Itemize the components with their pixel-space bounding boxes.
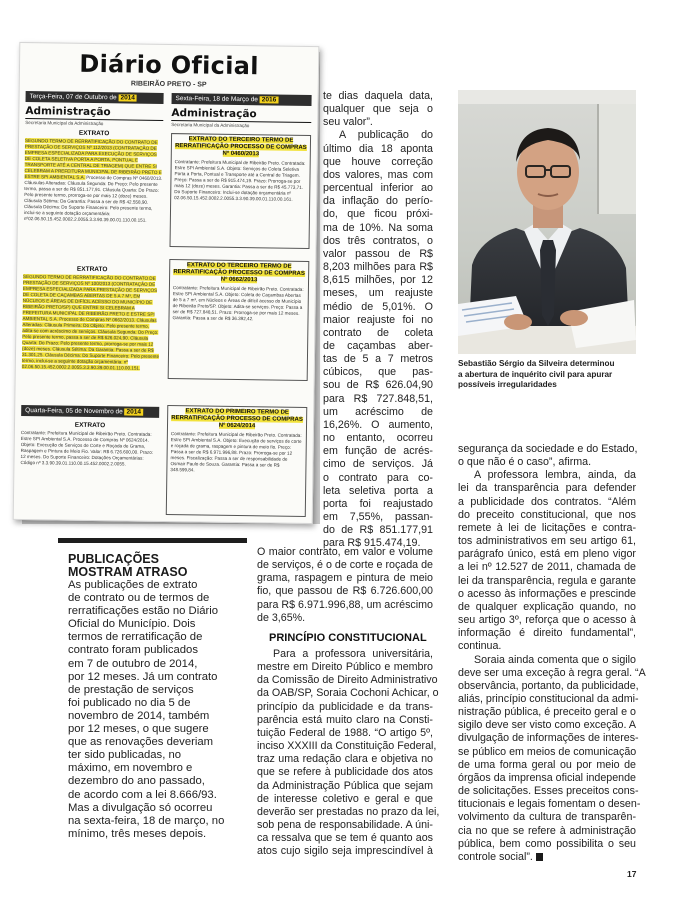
- article-line: tas de 5 a 7 metros: [323, 353, 433, 366]
- article-line: se público em meios de comunicação: [458, 745, 637, 758]
- article-line: Para a professora universitária,: [273, 648, 433, 660]
- article-column-middle-upper: [323, 90, 433, 550]
- sidebar-line: Mas a divulgação só ocorreu: [68, 801, 213, 814]
- article-line: órgãos da imprensa oficial independe: [458, 771, 636, 784]
- article-line: da OAB/SP, Soraia Cochoni Achicar, o: [257, 687, 439, 700]
- article-line: de interesse coletivo e geral e que: [257, 792, 433, 805]
- article-line: para R$ 915.474,19.: [323, 537, 421, 550]
- article-line: um acréscimo de: [323, 405, 433, 418]
- article-line: valor passou de R$: [323, 247, 433, 260]
- portrait-photo: [458, 90, 636, 354]
- article-line: atos cujo sigilo seja imprescindível à: [257, 845, 433, 858]
- sidebar-line: foi publicado no dia 5 de: [68, 696, 191, 709]
- article-line: seu valor”.: [323, 116, 373, 129]
- article-line: da Administração Pública que sejam: [257, 779, 433, 792]
- article-line: percentual inferior ao: [323, 182, 433, 195]
- section-sub-left: Secretaria Municipal da Administração: [25, 120, 104, 127]
- page-number: 17: [627, 869, 637, 879]
- article-line: remete à lei de licitações e contra-: [458, 521, 636, 534]
- article-line: Soraia ainda comenta que o sigilo: [474, 653, 636, 666]
- article-line: parência está muito claro na Consti-: [257, 713, 433, 726]
- article-line: de uma forma geral ou por meio de: [458, 758, 636, 771]
- section-header-left: Administração: [25, 105, 163, 121]
- sidebar-line: Oficial do Município. Dois: [68, 618, 196, 631]
- sidebar-line: em 7 de outubro de 2014,: [68, 657, 198, 670]
- article-line: o acesso às informações e prescinde: [458, 587, 636, 600]
- article-line: da inflação do perío-: [323, 195, 433, 208]
- article-line: que houve correção: [323, 155, 433, 168]
- diario-oficial-clipping: [13, 42, 320, 524]
- article-line: inciso XXXIII da Constituição Federal,: [257, 740, 437, 753]
- article-line: cia no que se refere à administração: [458, 824, 636, 837]
- article-line: do de R$ 851.177,91: [323, 524, 433, 537]
- extrato-box-1: [170, 133, 312, 249]
- article-line: porta foi reajustado: [323, 497, 433, 510]
- article-line: o contrato para co-: [323, 471, 433, 484]
- date-band-right: Sexta-Feira, 18 de Março de 2016: [171, 93, 311, 106]
- sidebar-line: mínimo, três meses depois.: [68, 827, 207, 840]
- section-sub-right: Secretaria Municipal da Administração: [171, 122, 250, 129]
- article-line: médio de 5,01%. O: [323, 300, 433, 313]
- article-column-middle-lower: [257, 648, 440, 859]
- article-line: continua.: [458, 640, 502, 653]
- photo-caption: Sebastião Sérgio da Silveira determinou a abertura de inquérito civil para apurar possíveis irregularidades: [458, 359, 615, 389]
- article-column-middle-wide: [257, 546, 433, 625]
- article-line: traz uma redação clara e objetiva no: [257, 753, 433, 766]
- sidebar-line: rerratificações estão no Diário: [68, 605, 219, 618]
- article-line: lei da transparência para defender: [458, 482, 636, 495]
- article-line: da Comissão de Direito Administrativo: [257, 674, 438, 687]
- article-line: no entanto, ocorreu: [323, 432, 433, 445]
- article-line: aliás, princípio constitucional da admi-: [458, 692, 639, 705]
- sidebar-line: que as renovações deveriam: [68, 736, 214, 749]
- article-line: sob pena de responsabilidade. A úni-: [257, 819, 433, 832]
- article-line: pública, bem como possibilita o seu: [458, 837, 636, 850]
- extrato-box-3-text: Contratante: Prefeitura Municipal de Ribeirão Preto. Contratada: Estre SPI Ambiental S.A. Objeto: Execução de serviços de corte e roçada de grama, raspagem e pintura de meio fio. Preço: Passa a ser de R$ 6.971.996,88. Prazo: Prorroga-se por 12 meses. Fiscalização: Passa a ser de responsabilidade de Osmair Paulo de Souza. Garantia: Passa a ser de R$ 348.599,84.: [170, 431, 302, 473]
- article-line: lei da transparência, regula e garante: [458, 574, 636, 587]
- sidebar-line: de prestação de serviços: [68, 683, 194, 696]
- article-column-right: [458, 443, 646, 864]
- masthead: Diário Oficial: [79, 49, 259, 81]
- article-line: fio, que passou de R$ 6.726.600,00: [257, 585, 433, 598]
- article-line: de serviços, é o de corte e roçada de: [257, 559, 433, 572]
- article-line: tos administrativos em seu artigo 61,: [458, 535, 636, 548]
- extrato-box-3: [166, 405, 308, 517]
- article-line: observância, portanto, da publicidade,: [458, 679, 639, 692]
- extrato-box-2-title: EXTRATO DO TERCEIRO TERMO DE RERRATIFICAÇÃO PROCESSO DE COMPRAS Nº 0662/2013: [173, 262, 305, 284]
- article-line: de caçambas aber-: [323, 339, 433, 352]
- article-line: parágrafo único, está em pleno vigor: [458, 548, 636, 561]
- article-line: tuição Federal de 1988. “O artigo 5º,: [257, 726, 433, 739]
- article-line: informação é direito fundamental”,: [458, 627, 636, 640]
- section-heading: PRINCÍPIO CONSTITUCIONAL: [269, 632, 427, 644]
- article-line: deve ser uma exceção à regra geral. “A: [458, 666, 646, 679]
- sidebar-line: dezembro do ano passado,: [68, 775, 205, 788]
- date-band-left: Terça-Feira, 07 de Outubro de 2014: [26, 91, 164, 104]
- article-line: grama, raspagem e pintura de meio: [257, 572, 433, 585]
- sidebar-line: As publicações de extrato: [68, 579, 198, 591]
- article-line: 16,26%. O aumento,: [323, 418, 433, 431]
- extrato-box-2-text: Contratante: Prefeitura Municipal de Ribeirão Preto. Contratada: Estre SPI Ambiental S.A. Objeto: Coleta de Caçambas Abertas de 5 a 7 m³, em Núcleos e Áreas de difícil acesso do Município de Ribeirão Preto/SP. Objeto: Adita-se serviços. Preço: Passa a ser de R$ 727.848,51. Prazo: Prorroga-se por mais 12 meses. Garantia: Passa a ser de R$ 36.392,42.: [172, 285, 304, 322]
- article-line: para R$ 6.971.996,88, um acréscimo: [257, 598, 433, 611]
- article-line: leta seletiva porta a: [323, 484, 433, 497]
- portrait-illustration: [458, 90, 636, 354]
- sidebar-body: [68, 579, 240, 841]
- end-of-article-mark: [536, 853, 543, 861]
- article-line: maior reajuste foi no: [323, 313, 433, 326]
- article-line: para R$ 727.848,51,: [323, 392, 433, 405]
- article-line: a publicidade dos contratos. “Além: [458, 495, 636, 508]
- article-line: controle social”.: [458, 851, 636, 864]
- sidebar-line: por 12 meses, o que sugere: [68, 723, 209, 736]
- sidebar-line: na sexta-feira, 18 de março, no: [68, 814, 225, 827]
- extrato-box-3-title: EXTRATO DO PRIMEIRO TERMO DE RERRATIFICAÇÃO PROCESSO DE COMPRAS Nº 0624/2014: [171, 408, 303, 430]
- article-line: A publicação do: [339, 129, 433, 142]
- article-line: qualquer que seja o: [323, 103, 433, 116]
- article-line: de solicitações. Esses preceitos cons-: [458, 785, 639, 798]
- sidebar-line: máximo, em novembro e: [68, 762, 193, 775]
- article-line: último dia 18 aponta: [323, 142, 433, 155]
- article-line: do preceito constitucional, que nos: [458, 508, 636, 521]
- article-line: de 3,65%.: [257, 611, 306, 624]
- article-line: ma de 10%. Na soma: [323, 221, 433, 234]
- article-line: em 7,55%, passan-: [323, 511, 433, 523]
- sidebar-title: PUBLICAÇÕES MOSTRAM ATRASO: [68, 552, 188, 579]
- article-line: deverão ser prestadas no prazo da lei,: [257, 805, 440, 818]
- masthead-location: RIBEIRÃO PRETO - SP: [130, 80, 207, 89]
- sidebar-line: ter sido publicadas, no: [68, 749, 182, 762]
- article-line: O maior contrato, em valor e volume: [257, 546, 433, 558]
- extrato-heading-2: EXTRATO: [76, 265, 108, 274]
- article-line: do, que ficou próxi-: [323, 208, 433, 221]
- article-line: mestre em Direito Público e membro: [257, 661, 433, 674]
- article-line: seu artigo 3º, reforça que o acesso à: [458, 614, 636, 627]
- article-line: princípio da publicidade e da trans-: [257, 700, 433, 713]
- article-line: cúbicos, que pas-: [323, 366, 433, 379]
- sidebar-line: contrato foram publicados: [68, 644, 198, 657]
- article-line: ca ressalva que se tem é quanto aos: [257, 832, 433, 845]
- article-line: sou de R$ 626.04,90: [323, 379, 433, 392]
- article-line: segurança da sociedade e do Estado,: [458, 443, 638, 455]
- sidebar-line: termos de rerratificação de: [68, 631, 203, 644]
- extrato-heading-3: EXTRATO: [74, 421, 106, 430]
- extrato-box-2: [168, 259, 310, 381]
- extrato-heading-1: EXTRATO: [78, 129, 110, 138]
- article-line: nistração pública, é preceito geral e o: [458, 706, 636, 719]
- article-line: A professora lembra, ainda, da: [474, 469, 636, 482]
- article-line: o que não é o caso”, afirma.: [458, 456, 592, 469]
- article-line: de qualquer explicação quando, no: [458, 600, 636, 613]
- sidebar-line: por 12 meses. Já um contrato: [68, 670, 218, 683]
- extrato-box-1-text: Contratante: Prefeitura Municipal de Ribeirão Preto. Contratada: Estre SPI Ambiental S.A. Objeto: Serviços de Coleta Seletiva Porta a Porta, Pontual e Transporte até a Central de Triagem. Preço: Passa a ser de R$ 915.474,19. Prazo: Prorroga-se por mais 12 (doze) meses. Garantia: Passa a ser de R$ 45.773,71. Do Suporte Financeiro: Inclui-se dotação orçamentária nº 02.06.50.15.452.0002.2.0055.3.3.90.39.00.01.110.00.161.: [174, 159, 306, 202]
- article-line: 8,615 milhões, por 12: [323, 274, 433, 287]
- extrato-text-1: SEGUNDO TERMO DE RERRATIFICAÇÃO DO CONTRATO DE PRESTAÇÃO DE SERVIÇOS Nº 112/2013 (CONTRATAÇÃO DE EMPRESA ESPECIALIZADA PARA EXECUÇÃO DE SERVIÇOS DE COLETA SELETIVA PORTA A PORTA, PONTUAL E TRANSPORTE ATÉ A CENTRAL DE TRIAGEM) QUE ENTRE SI CELEBRAM A PREFEITURA MUNICIPAL DE RIBEIRÃO PRETO E ESTRE SPI AMBIENTAL S.A. Processo de Compras Nº 0460/2013. Cláusulas Alteradas: Cláusula Segunda: Do Preço: Pelo presente termo, passa a ser de R$ 851.177,91. Cláusula Quarta: Do Prazo: Pelo presente termo, prorroga-se por mais 12 (doze) meses. Cláusula Sétima: Da Garantia: Passa a ser de R$ 42.558,90. Cláusula Décima: Do Suporte Financeiro: Pelo presente termo, inclui-se a seguinte dotação orçamentária: nº02.06.50.15.452.0002.2.0055.3.3.90.39.00.01.110.00.151.: [23, 138, 163, 223]
- article-line: dos três contratos, o: [323, 234, 433, 247]
- article-line: contrato de coleta: [323, 326, 433, 339]
- article-line: dos valores, mas com: [323, 168, 433, 181]
- extrato-box-1-title: EXTRATO DO TERCEIRO TERMO DE RERRATIFICAÇÃO PROCESSO DE COMPRAS Nº 0460/2013: [175, 136, 307, 158]
- article-line: titucionais e legais fomentam o desen-: [458, 798, 641, 811]
- extrato-text-2: SEGUNDO TERMO DE RERRATIFICAÇÃO DO CONTRATO DE PRESTAÇÃO DE SERVIÇOS Nº 100/2013 (CONTRATAÇÃO DE EMPRESA ESPECIALIZADA PARA PRESTAÇÃO DE SERVIÇOS DE COLETA DE CAÇAMBAS ABERTAS DE 5 A 7 M³, EM NÚCLEOS E ÁREAS DE DIFÍCIL ACESSO DO MUNICÍPIO DE RIBEIRÃO PRETO/SP) QUE ENTRE SI CELEBRAM A PREFEITURA MUNICIPAL DE RIBEIRÃO PRETO E ESTRE SPI AMBIENTAL S.A. Processo de Compras Nº 0662/2013. Cláusulas Alteradas: Cláusula Primeira: Do Objeto: Pelo presente termo, adita-se com acréscimo de serviços. Cláusula Segunda: Do Preço: Pelo presente termo, passa a ser de R$ 626.024,90. Cláusula Quarta: Do Prazo: Pelo presente termo, prorroga-se por mais 12 (doze) meses. Cláusula Sétima: Da Garantia: Passa a ser de R$ 31.301,25. Cláusula Décima: Do Suporte Financeiro: Pelo presente termo, inclui-se a seguinte dotação orçamentária: nº 02.06.50.15.452.0002.2.0055.3.3.90.39.00.01.110.00.151.: [21, 274, 160, 371]
- sidebar-line: novembro de 2014, também: [68, 709, 210, 722]
- article-line: que se refere à publicidade dos atos: [257, 766, 433, 779]
- article-line: sigilo deve ser visto como exceção. A: [458, 719, 636, 732]
- extrato-text-3: Contratante: Prefeitura Municipal de Ribeirão Preto. Contratada: Estre SPI Ambiental S.A. Processo de Compras Nº 0624/2014. Objeto: Execução de Serviços de Corte e Roçada de Grama, Raspagem e Pintura de Meio Fio. Valor: R$ 6.726.600,00. Prazo: 12 meses. Do Suporte Financeiro: Dotações Orçamentárias: Código nº 3.3.90.39.01.110.00.15.452.0002.2.0055.: [20, 429, 154, 467]
- sidebar-rule: [58, 538, 247, 543]
- article-line: em função de acrés-: [323, 445, 433, 458]
- article-line: 8,203 milhões para R$: [323, 261, 433, 274]
- article-line: divulgação de informações de interes-: [458, 732, 639, 745]
- section-header-right: Administração: [171, 107, 311, 123]
- article-line: meses, um reajuste: [323, 287, 433, 300]
- article-line: cimo de serviços. Já: [323, 458, 433, 471]
- article-line: a lei nº 12.527 de 2011, chamada de: [458, 561, 636, 574]
- sidebar-line: de acordo com a lei 8.666/93.: [68, 788, 217, 801]
- sidebar-line: de contrato ou de termos de: [68, 592, 210, 605]
- date-band-left-2: Quarta-Feira, 05 de Novembro de 2014: [21, 405, 159, 418]
- article-line: te dias daquela data,: [323, 90, 433, 102]
- article-line: volvimento da cultura de transparên-: [458, 811, 636, 824]
